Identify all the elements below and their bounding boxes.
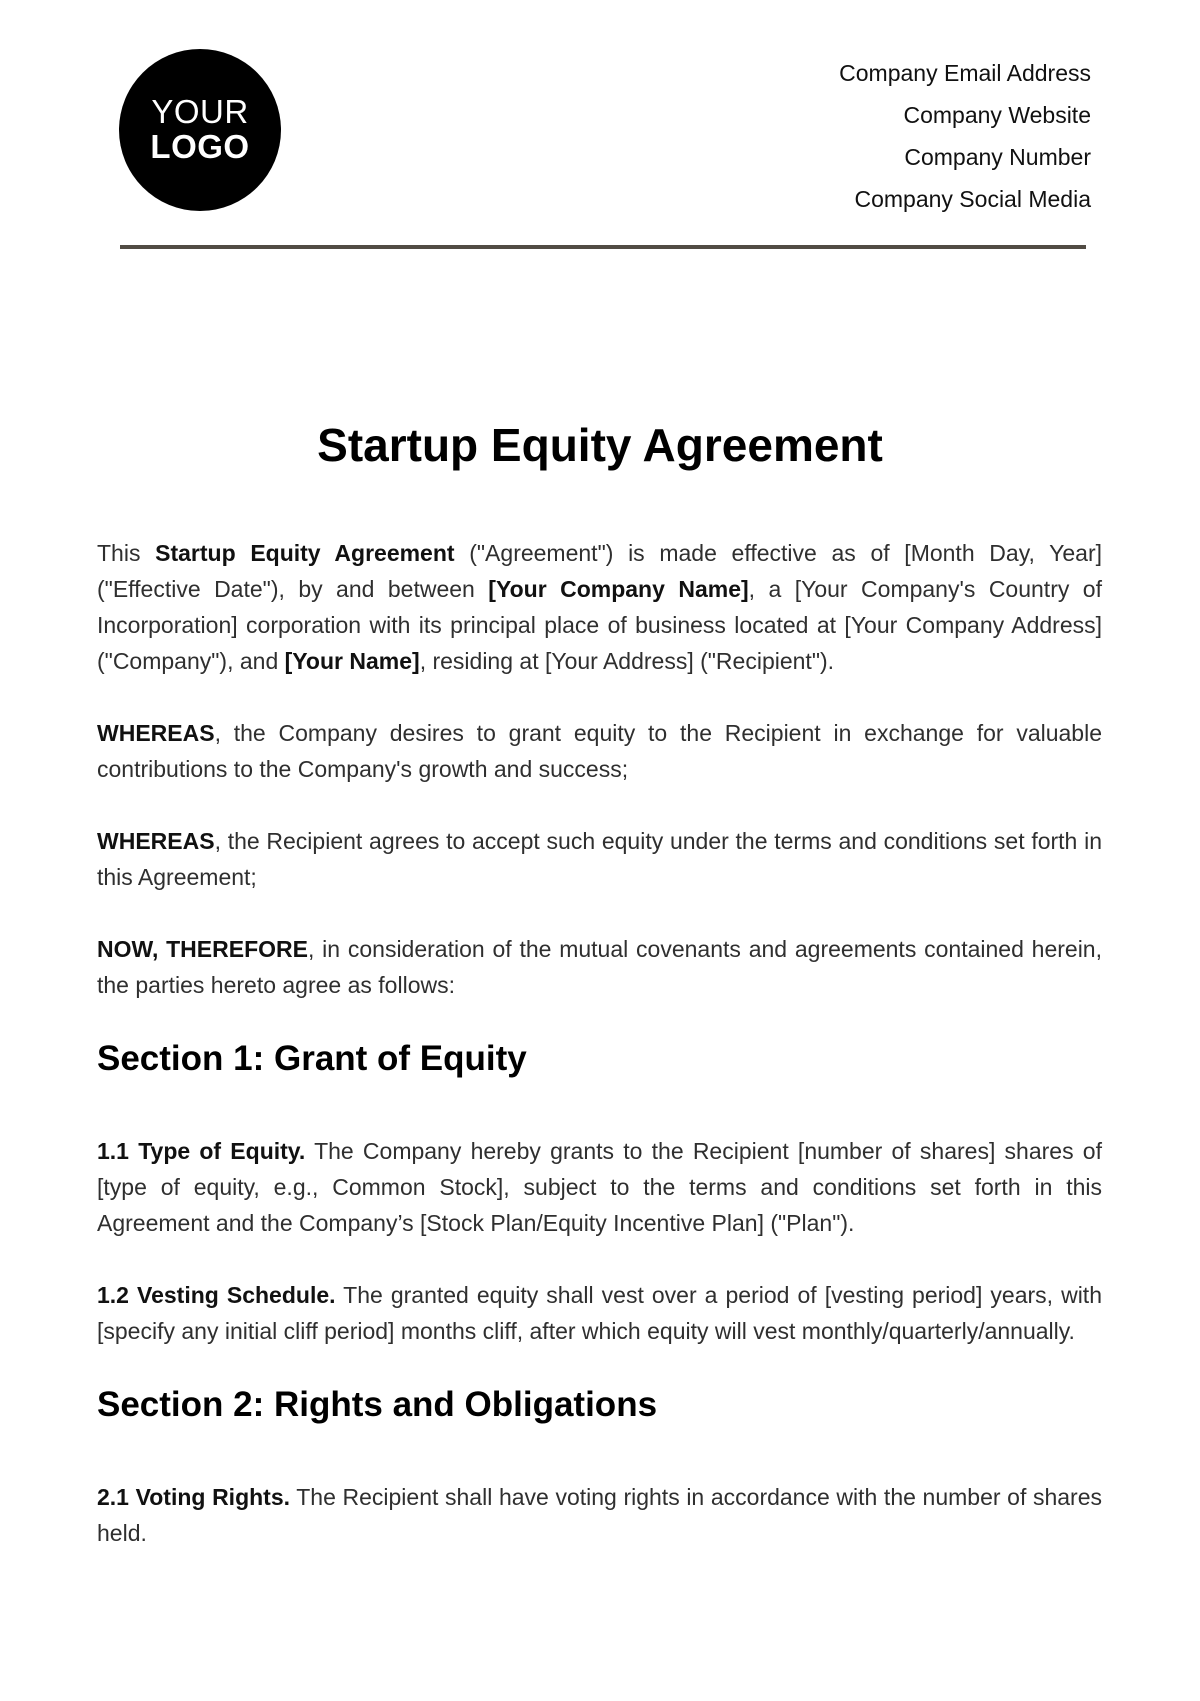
company-website: Company Website [903,102,1091,128]
clause-text: The Recipient shall have voting rights in accordance with the number of shares held. [97,1484,1102,1546]
clause-lead: 2.1 Voting Rights. [97,1484,291,1510]
whereas-paragraph-2 [97,823,1102,895]
whereas-paragraph-1 [97,715,1102,787]
whereas-text: , the Company desires to grant equity to the Recipient in exchange for valuable contributions to the Company's growth and success; [97,720,1102,782]
whereas-lead: WHEREAS [97,828,215,854]
intro-text-3: , a [Your Company's Country of Incorporation] corporation with its principal place of business located at [Your Company Address] ("Company"), and [97,576,1102,674]
whereas-lead: WHEREAS [97,720,215,746]
clause-text: The Company hereby grants to the Recipient [number of shares] shares of [type of equity, e.g., Common Stock], subject to the terms and conditions set forth in this Agreement and the Company’s [Stock Plan/Equity Incentive Plan] ("Plan"). [97,1138,1102,1236]
now-therefore-text: , in consideration of the mutual covenants and agreements contained herein, the parties hereto agree as follows: [97,936,1102,998]
clause-1-1 [97,1133,1102,1241]
clause-1-2 [97,1277,1102,1349]
intro-text-2: ("Agreement") is made effective as of [Month Day, Year] ("Effective Date"), by and between [97,540,1102,602]
whereas-text: , the Recipient agrees to accept such equity under the terms and conditions set forth in this Agreement; [97,828,1102,890]
clause-lead: 1.2 Vesting Schedule. [97,1282,336,1308]
document-body [97,535,1102,1587]
now-therefore-paragraph [97,931,1102,1003]
company-social-media: Company Social Media [854,186,1091,212]
intro-text-1: This [97,540,156,566]
header-divider [120,245,1086,249]
logo-line-your: YOUR [151,93,249,131]
now-therefore-lead: NOW, THEREFORE [97,936,308,962]
intro-bold-agreement: Startup Equity Agreement [155,540,455,566]
company-number: Company Number [904,144,1091,170]
company-logo [119,49,281,211]
clause-2-1 [97,1479,1102,1551]
intro-bold-company-name: [Your Company Name] [488,576,749,602]
company-email: Company Email Address [839,60,1091,86]
intro-paragraph [97,535,1102,679]
intro-bold-your-name: [Your Name] [284,648,420,674]
company-contact-block [839,52,1091,220]
section-2-heading: Section 2: Rights and Obligations [97,1385,658,1424]
document-title: Startup Equity Agreement [317,419,883,471]
logo-line-logo: LOGO [150,128,250,165]
intro-text-4: , residing at [Your Address] ("Recipient"). [419,648,835,674]
clause-text: The granted equity shall vest over a period of [vesting period] years, with [specify any initial cliff period] months cliff, after which equity will vest monthly/quarterly/annually. [97,1282,1102,1344]
clause-lead: 1.1 Type of Equity. [97,1138,306,1164]
section-1-heading: Section 1: Grant of Equity [97,1039,527,1078]
